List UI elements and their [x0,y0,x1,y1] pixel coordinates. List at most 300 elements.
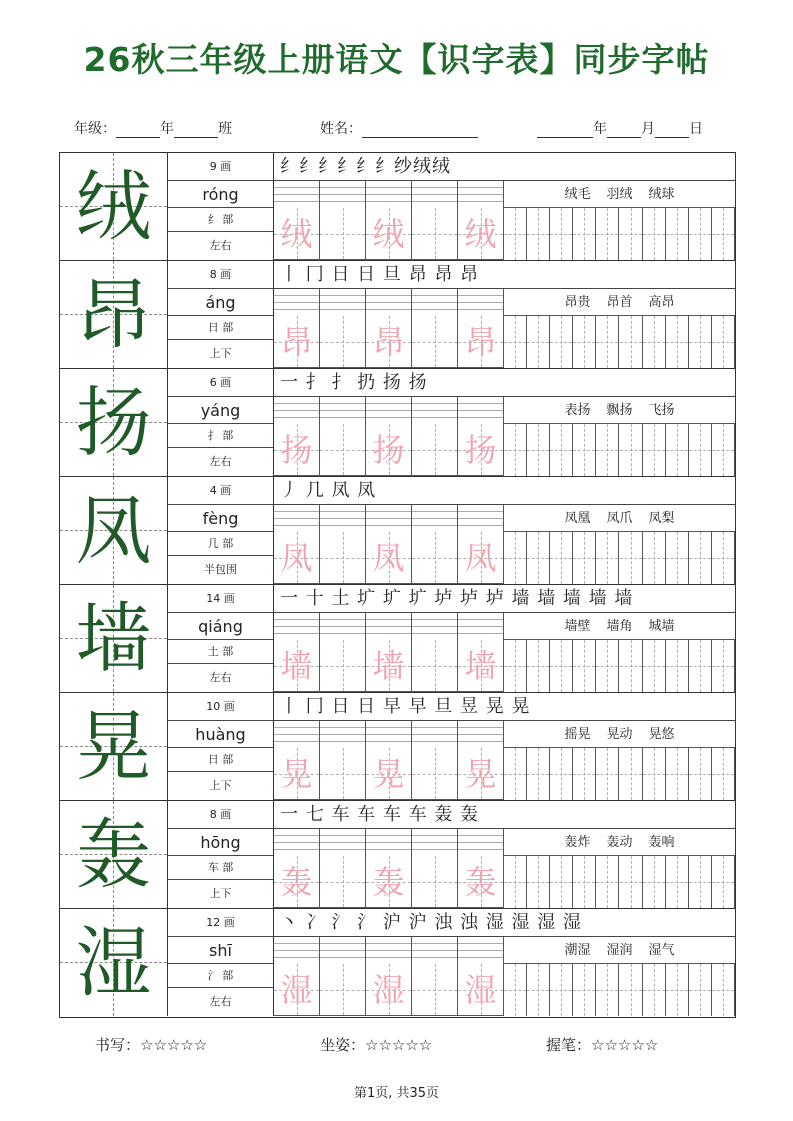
small-practice-box[interactable] [643,424,666,476]
small-practice-box[interactable] [666,748,689,800]
pinyin-divider [365,937,366,964]
stroke-sequence: 丨 冂 日 日 旦 昂 昂 昂 [274,261,735,289]
small-practice-box[interactable] [550,316,573,368]
small-practice-box[interactable] [620,532,643,584]
guide-line [527,450,549,451]
small-practice-box[interactable] [689,424,712,476]
stroke-sequence: 丿 几 凤 凤 [274,477,735,505]
small-practice-box[interactable] [620,208,643,260]
guide-line [550,990,572,991]
small-practice-box[interactable] [504,532,527,584]
small-practice-box[interactable] [666,316,689,368]
small-practice-box[interactable] [550,748,573,800]
writing-box[interactable] [320,424,366,476]
pinyin-writing-lines[interactable] [274,397,504,424]
guide-line [343,748,344,799]
guide-line [550,774,572,775]
writing-box[interactable] [366,424,412,476]
trace-char: 昂 [464,323,497,361]
pinyin-line [274,302,504,303]
grade-label: 年级： [74,121,116,137]
model-char-cell [60,693,168,800]
structure: 上下 [209,779,232,792]
structure: 左右 [209,455,232,468]
writing-box[interactable] [274,640,320,692]
small-practice-box[interactable] [689,856,712,908]
guide-line [527,234,549,235]
small-practice-box[interactable] [527,316,550,368]
guide-line [343,856,344,907]
small-practice-box[interactable] [643,316,666,368]
small-practice-box[interactable] [689,316,712,368]
guide-line [596,882,618,883]
pinyin: fèng [168,505,273,532]
guide-line [504,774,526,775]
pinyin-line [274,194,504,195]
guide-line [666,666,688,667]
trace-char: 轰 [372,863,405,901]
guide-line [596,990,618,991]
date-year-label: 年 [593,121,607,137]
trace-char: 晃 [464,755,497,793]
guide-line [689,450,711,451]
pinyin-divider [457,505,458,532]
small-practice-box[interactable] [596,964,619,1016]
date-day-blank[interactable] [655,123,689,138]
small-practice-box[interactable] [620,316,643,368]
example-word: 高昂 [648,295,675,310]
trace-char: 墙 [464,647,497,685]
pinyin-divider [457,829,458,856]
pinyin: róng [168,181,273,208]
writing-box[interactable] [458,964,504,1016]
writing-box[interactable] [320,748,366,800]
small-practice-box[interactable] [596,748,619,800]
guide-line [573,774,595,775]
guide-line [573,450,595,451]
writing-box[interactable] [458,748,504,800]
guide-line [343,964,344,1015]
writing-box[interactable] [366,856,412,908]
pinyin-line [274,950,504,951]
pinyin-divider [411,721,412,748]
small-practice-box[interactable] [504,856,527,908]
writing-box[interactable] [458,424,504,476]
pinyin-divider [457,181,458,208]
writing-box[interactable] [320,964,366,1016]
pinyin-writing-lines[interactable] [274,181,504,208]
small-practice-box[interactable] [550,856,573,908]
small-practice-box[interactable] [666,640,689,692]
writing-box[interactable] [458,316,504,368]
small-practice-box[interactable] [712,640,735,692]
writing-box[interactable] [320,532,366,584]
pinyin-line [274,403,504,404]
pinyin-writing-lines[interactable] [274,505,504,532]
small-practice-box[interactable] [712,748,735,800]
small-practice-box[interactable] [643,208,666,260]
guide-line [573,558,595,559]
small-practice-box[interactable] [689,532,712,584]
pinyin-line [274,187,504,188]
writing-box[interactable] [274,208,320,260]
example-words [504,181,735,208]
writing-box[interactable] [274,532,320,584]
writing-box[interactable] [412,640,458,692]
small-practice-box[interactable] [573,316,596,368]
guide-line [643,774,665,775]
small-practice-box[interactable] [573,208,596,260]
small-practice-box[interactable] [666,532,689,584]
small-practice-box[interactable] [550,208,573,260]
posture-label: 坐姿： [320,1036,366,1054]
small-practice-box[interactable] [666,424,689,476]
writing-box[interactable] [412,316,458,368]
pinyin-line [274,842,504,843]
small-practice-box[interactable] [527,748,550,800]
char-info [168,261,274,368]
radical: 车 部 [168,856,273,880]
pinyin-line [274,309,504,310]
pinyin: hōng [168,829,273,856]
guide-line [550,666,572,667]
small-practice-box[interactable] [504,208,527,260]
small-practice-box[interactable] [550,532,573,584]
pinyin-writing-lines[interactable] [274,829,504,856]
pinyin-writing-lines[interactable] [274,289,504,316]
guide-line [573,666,595,667]
small-practice-box[interactable] [643,640,666,692]
pinyin-line [274,957,504,958]
writing-box[interactable] [274,316,320,368]
small-practice-box[interactable] [550,964,573,1016]
guide-line [343,424,344,475]
small-practice-box[interactable] [596,316,619,368]
writing-box[interactable] [412,424,458,476]
small-practice-box[interactable] [643,856,666,908]
writing-box[interactable] [274,748,320,800]
small-practice-box[interactable] [643,532,666,584]
writing-box[interactable] [366,208,412,260]
pinyin: qiáng [168,613,273,640]
trace-char: 湿 [464,971,497,1009]
guide-line [643,990,665,991]
trace-char: 轰 [464,863,497,901]
guide-line [527,342,549,343]
structure: 上下 [209,887,232,900]
example-words [504,397,735,424]
posture-stars[interactable]: ☆☆☆☆☆ [365,1036,433,1054]
pinyin-writing-lines[interactable] [274,721,504,748]
small-practice-box[interactable] [596,856,619,908]
guide-line [573,342,595,343]
guide-line [343,316,344,367]
pinyin-line [274,626,504,627]
guide-line [689,666,711,667]
pinyin-divider [365,613,366,640]
example-word: 昂贵 [564,295,591,310]
pinyin-divider [411,829,412,856]
example-words [504,505,735,532]
trace-char: 凤 [280,539,313,577]
model-char: 湿 [75,918,152,1007]
small-practice-box[interactable] [643,748,666,800]
small-practice-box[interactable] [573,748,596,800]
model-char: 凤 [75,486,152,575]
example-word: 摇晃 [564,727,591,742]
small-practice-box[interactable] [712,964,735,1016]
pinyin-writing-lines[interactable] [274,937,504,964]
pinyin-divider [365,397,366,424]
trace-char: 晃 [372,755,405,793]
small-practice-box[interactable] [504,640,527,692]
pinyin-divider [365,829,366,856]
page-number: 第1页, 共35页 [353,1086,440,1101]
writing-box[interactable] [274,964,320,1016]
writing-box[interactable] [412,532,458,584]
guide-line [712,990,734,991]
guide-line [435,424,436,475]
example-word: 城墙 [648,619,675,634]
grip-stars[interactable]: ☆☆☆☆☆ [591,1036,659,1054]
model-char-cell [60,909,168,1016]
name-blank[interactable] [362,123,478,138]
writing-box[interactable] [412,964,458,1016]
trace-char: 昂 [372,323,405,361]
guide-line [527,666,549,667]
trace-char: 扬 [372,431,405,469]
example-word: 凤梨 [648,511,675,526]
small-practice-box[interactable] [620,424,643,476]
small-practice-box[interactable] [527,640,550,692]
guide-line [550,558,572,559]
pinyin: yáng [168,397,273,424]
year-label: 年 [160,121,174,137]
writing-box[interactable] [412,748,458,800]
guide-line [435,208,436,259]
small-practice-box[interactable] [573,424,596,476]
class-label: 班 [218,121,232,137]
guide-line [550,234,572,235]
small-practice-box[interactable] [712,424,735,476]
writing-label: 书写： [95,1036,141,1054]
small-practice-box[interactable] [620,748,643,800]
writing-box[interactable] [412,208,458,260]
char-info [168,909,274,1016]
writing-box[interactable] [458,208,504,260]
writing-box[interactable] [366,316,412,368]
model-char-cell [60,585,168,692]
small-practice-box[interactable] [712,532,735,584]
pinyin-divider [457,397,458,424]
pinyin-divider [365,181,366,208]
small-practice-box[interactable] [689,208,712,260]
guide-line [620,342,642,343]
example-words [504,829,735,856]
small-practice-box[interactable] [504,748,527,800]
small-practice-box[interactable] [666,208,689,260]
grade-blank[interactable] [116,123,160,138]
small-practice-box[interactable] [666,964,689,1016]
small-practice-box[interactable] [550,424,573,476]
model-char: 轰 [75,810,152,899]
small-practice-box[interactable] [712,208,735,260]
guide-line [620,234,642,235]
small-practice-box[interactable] [596,424,619,476]
small-practice-box[interactable] [527,856,550,908]
stroke-sequence: 纟纟纟纟纟纟纱绒绒 [274,153,735,181]
char-info [168,369,274,476]
practice-sheet [59,152,736,1018]
char-row [60,477,735,585]
small-practice-box[interactable] [712,316,735,368]
example-word: 凤爪 [606,511,633,526]
guide-line [435,748,436,799]
stroke-count: 9 画 [168,153,273,181]
char-row [60,261,735,369]
pinyin-divider [411,613,412,640]
small-practice-box[interactable] [689,640,712,692]
guide-line [504,882,526,883]
model-char: 绒 [75,162,152,251]
trace-char: 绒 [280,215,313,253]
pinyin-divider [319,505,320,532]
date-year-blank[interactable] [537,123,593,138]
example-word: 表扬 [564,403,591,418]
char-row [60,801,735,909]
small-practice-box[interactable] [573,964,596,1016]
writing-rating [95,1034,207,1055]
example-word: 羽绒 [606,187,633,202]
writing-box[interactable] [366,964,412,1016]
small-practice-box[interactable] [689,964,712,1016]
stroke-sequence: 一 十 土 圹 圹 圹 垆 垆 垆 墙 墙 墙 墙 墙 [274,585,735,613]
small-practice-box[interactable] [596,208,619,260]
small-practice-box[interactable] [504,964,527,1016]
pinyin-divider [319,397,320,424]
pinyin-divider [365,289,366,316]
stroke-count: 10 画 [168,693,273,721]
example-word: 飘扬 [606,403,633,418]
pinyin-writing-lines[interactable] [274,613,504,640]
small-practice-box[interactable] [504,316,527,368]
writing-box[interactable] [458,856,504,908]
small-practice-box[interactable] [666,856,689,908]
small-practice-box[interactable] [527,532,550,584]
pinyin-divider [457,721,458,748]
writing-box[interactable] [366,640,412,692]
pinyin-divider [457,289,458,316]
writing-box[interactable] [412,856,458,908]
example-word: 轰响 [648,835,675,850]
grip-label: 握笔： [546,1036,592,1054]
pinyin-divider [365,721,366,748]
small-practice-box[interactable] [573,532,596,584]
writing-box[interactable] [320,208,366,260]
pinyin-line [274,295,504,296]
stroke-sequence: 丶 冫 氵 氵 沪 沪 浊 浊 湿 湿 湿 湿 [274,909,735,937]
class-blank[interactable] [174,123,218,138]
small-practice-box[interactable] [550,640,573,692]
writing-box[interactable] [274,856,320,908]
guide-line [550,882,572,883]
small-practice-box[interactable] [504,424,527,476]
writing-box[interactable] [458,532,504,584]
guide-line [620,882,642,883]
writing-box[interactable] [320,640,366,692]
small-practice-box[interactable] [596,532,619,584]
example-word: 墙角 [606,619,633,634]
model-char: 墙 [75,594,152,683]
writing-box[interactable] [320,316,366,368]
guide-line [596,450,618,451]
small-practice-box[interactable] [620,856,643,908]
guide-line [643,558,665,559]
guide-line [689,558,711,559]
char-row [60,909,735,1017]
guide-line [596,774,618,775]
guide-line [527,990,549,991]
example-words [504,721,735,748]
writing-box[interactable] [320,856,366,908]
guide-line [666,990,688,991]
trace-char: 绒 [372,215,405,253]
small-practice-box[interactable] [620,640,643,692]
trace-char: 湿 [280,971,313,1009]
small-practice-box[interactable] [527,964,550,1016]
guide-line [712,774,734,775]
guide-line [712,234,734,235]
small-practice-box[interactable] [573,640,596,692]
writing-box[interactable] [366,748,412,800]
stroke-sequence: 一 扌 扌 扔 扬 扬 [274,369,735,397]
writing-box[interactable] [274,424,320,476]
small-practice-box[interactable] [689,748,712,800]
small-practice-box[interactable] [596,640,619,692]
date-day-label: 日 [689,121,703,137]
model-char-cell [60,369,168,476]
radical: 日 部 [168,316,273,340]
small-practice-box[interactable] [527,424,550,476]
date-field [537,118,703,138]
char-row [60,693,735,801]
small-practice-box[interactable] [573,856,596,908]
example-word: 轰炸 [564,835,591,850]
guide-line [666,558,688,559]
char-info [168,477,274,584]
guide-line [712,342,734,343]
writing-box[interactable] [366,532,412,584]
small-practice-box[interactable] [527,208,550,260]
example-word: 飞扬 [648,403,675,418]
grade-class-field [74,118,232,138]
small-practice-box[interactable] [712,856,735,908]
guide-line [573,990,595,991]
model-char-cell [60,261,168,368]
small-practice-box[interactable] [643,964,666,1016]
date-month-blank[interactable] [607,123,641,138]
writing-box[interactable] [458,640,504,692]
example-word: 昂首 [606,295,633,310]
pinyin-divider [319,289,320,316]
pinyin-divider [411,505,412,532]
pinyin: huàng [168,721,273,748]
pinyin-divider [457,613,458,640]
guide-line [343,532,344,583]
small-practice-box[interactable] [620,964,643,1016]
guide-line [435,532,436,583]
writing-stars[interactable]: ☆☆☆☆☆ [140,1036,208,1054]
